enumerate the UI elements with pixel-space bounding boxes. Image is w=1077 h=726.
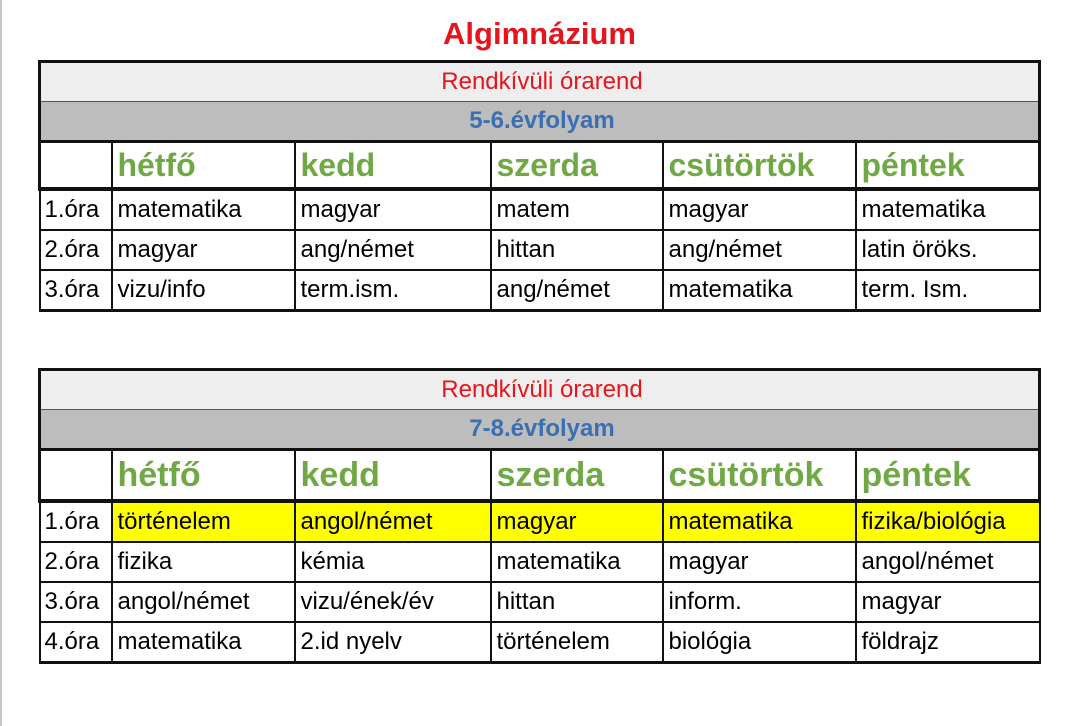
day-header[interactable]: kedd <box>295 142 491 190</box>
lesson-cell[interactable]: magyar <box>295 189 491 230</box>
lesson-cell[interactable]: term. Ism. <box>856 270 1040 311</box>
lesson-row-highlighted <box>40 501 1040 542</box>
corner-cell[interactable] <box>40 450 112 502</box>
lesson-cell[interactable]: latin öröks. <box>856 230 1040 270</box>
lesson-cell[interactable]: fizika/biológia <box>856 501 1040 542</box>
lesson-cell[interactable]: magyar <box>663 189 856 230</box>
lesson-cell[interactable]: angol/német <box>856 542 1040 582</box>
period-label[interactable]: 3.óra <box>40 270 112 311</box>
lesson-cell[interactable]: vizu/info <box>112 270 295 311</box>
lesson-cell[interactable]: matematika <box>856 189 1040 230</box>
lesson-cell[interactable]: matem <box>491 189 663 230</box>
lesson-cell[interactable]: inform. <box>663 582 856 622</box>
timetable-heading[interactable]: Rendkívüli órarend <box>40 62 1040 102</box>
lesson-row <box>40 230 1040 270</box>
period-label[interactable]: 2.óra <box>40 542 112 582</box>
lesson-cell[interactable]: magyar <box>112 230 295 270</box>
timetable-7-8 <box>38 368 1041 664</box>
corner-cell[interactable] <box>40 142 112 190</box>
lesson-row <box>40 622 1040 663</box>
lesson-row <box>40 270 1040 311</box>
grade-label[interactable]: 7-8.évfolyam <box>40 410 1040 450</box>
day-header[interactable]: kedd <box>295 450 491 502</box>
page-title: Algimnázium <box>443 16 636 51</box>
day-header[interactable]: péntek <box>856 450 1040 502</box>
lesson-cell[interactable]: földrajz <box>856 622 1040 663</box>
lesson-cell[interactable]: magyar <box>663 542 856 582</box>
timetable-heading-row <box>40 370 1040 410</box>
lesson-row <box>40 582 1040 622</box>
day-header-row <box>40 142 1040 190</box>
lesson-cell[interactable]: angol/német <box>112 582 295 622</box>
lesson-cell[interactable]: történelem <box>112 501 295 542</box>
lesson-row <box>40 542 1040 582</box>
lesson-cell[interactable]: történelem <box>491 622 663 663</box>
day-header[interactable]: hétfő <box>112 450 295 502</box>
grade-row <box>40 102 1040 142</box>
timetable-heading[interactable]: Rendkívüli órarend <box>40 370 1040 410</box>
lesson-cell[interactable]: 2.id nyelv <box>295 622 491 663</box>
period-label[interactable]: 1.óra <box>40 501 112 542</box>
period-label[interactable]: 1.óra <box>40 189 112 230</box>
lesson-cell[interactable]: hittan <box>491 230 663 270</box>
grade-row <box>40 410 1040 450</box>
lesson-cell[interactable]: matematika <box>112 622 295 663</box>
lesson-cell[interactable]: biológia <box>663 622 856 663</box>
period-label[interactable]: 4.óra <box>40 622 112 663</box>
lesson-cell[interactable]: term.ism. <box>295 270 491 311</box>
lesson-cell[interactable]: ang/német <box>295 230 491 270</box>
lesson-cell[interactable]: magyar <box>856 582 1040 622</box>
timetable-5-6 <box>38 60 1041 312</box>
day-header[interactable]: csütörtök <box>663 450 856 502</box>
lesson-cell[interactable]: kémia <box>295 542 491 582</box>
lesson-cell[interactable]: matematika <box>663 270 856 311</box>
day-header[interactable]: szerda <box>491 142 663 190</box>
lesson-row <box>40 189 1040 230</box>
lesson-cell[interactable]: matematika <box>663 501 856 542</box>
lesson-cell[interactable]: ang/német <box>663 230 856 270</box>
lesson-cell[interactable]: vizu/ének/év <box>295 582 491 622</box>
day-header[interactable]: hétfő <box>112 142 295 190</box>
grade-label[interactable]: 5-6.évfolyam <box>40 102 1040 142</box>
timetable-heading-row <box>40 62 1040 102</box>
period-label[interactable]: 3.óra <box>40 582 112 622</box>
lesson-cell[interactable]: hittan <box>491 582 663 622</box>
period-label[interactable]: 2.óra <box>40 230 112 270</box>
lesson-cell[interactable]: magyar <box>491 501 663 542</box>
day-header-row <box>40 450 1040 502</box>
day-header[interactable]: péntek <box>856 142 1040 190</box>
lesson-cell[interactable]: matematika <box>112 189 295 230</box>
day-header[interactable]: szerda <box>491 450 663 502</box>
lesson-cell[interactable]: matematika <box>491 542 663 582</box>
lesson-cell[interactable]: ang/német <box>491 270 663 311</box>
day-header[interactable]: csütörtök <box>663 142 856 190</box>
lesson-cell[interactable]: fizika <box>112 542 295 582</box>
lesson-cell[interactable]: angol/német <box>295 501 491 542</box>
